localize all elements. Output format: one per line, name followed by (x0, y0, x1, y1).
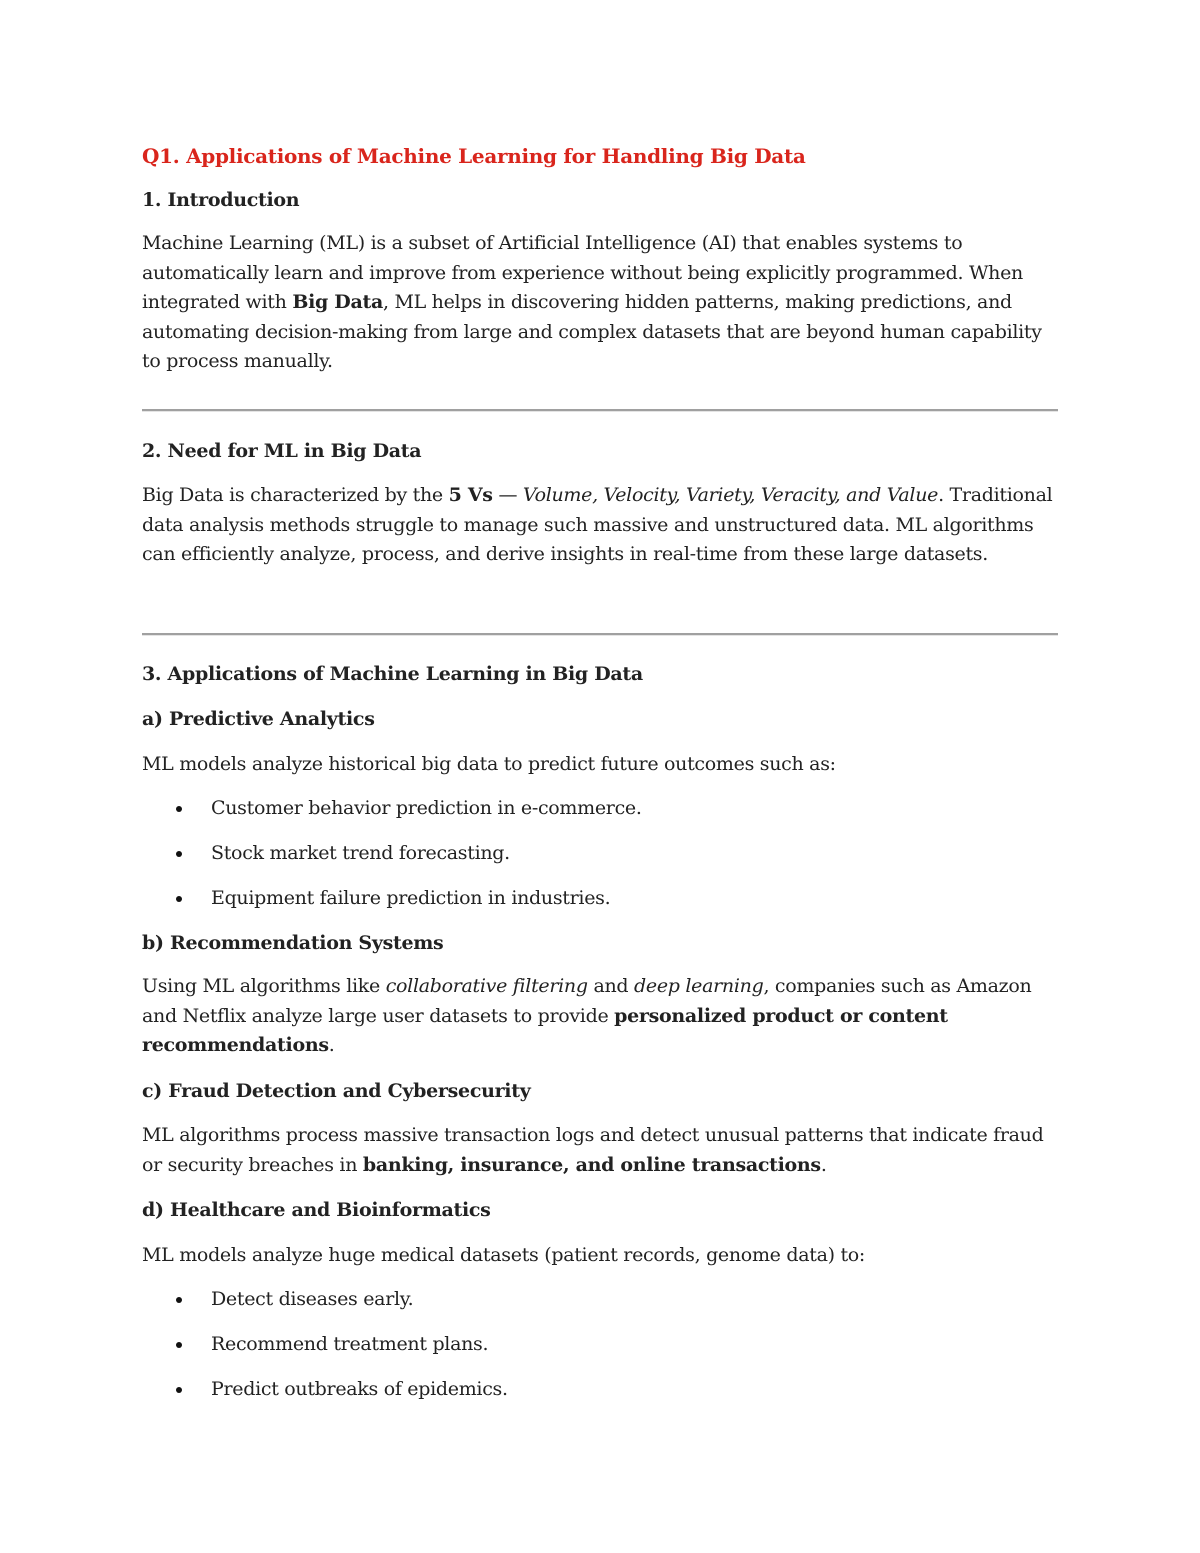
subheading-fraud-detection: c) Fraud Detection and Cybersecurity (142, 1080, 531, 1102)
subheading-recommendation-systems: b) Recommendation Systems (142, 932, 444, 954)
subheading-healthcare: d) Healthcare and Bioinformatics (142, 1199, 491, 1221)
fraud-paragraph (142, 1121, 1062, 1180)
need-text-3: . Traditional data analysis methods struggle to manage such massive and unstructured data. ML algorithms can efficiently analyze, process, and derive insights in real-time from these large datasets. (142, 484, 1053, 566)
intro-text-2: , ML helps in discovering hidden patterns, making predictions, and automating decision-making from large and complex datasets that are beyond human capability to process manually. (142, 291, 1042, 373)
list-item-text: Equipment failure prediction in industries. (211, 887, 611, 909)
list-item-text: Stock market trend forecasting. (211, 842, 510, 864)
need-text-2: — (492, 484, 523, 506)
bullet-icon (176, 896, 182, 902)
bullet-icon (176, 1387, 182, 1393)
bullet-icon (176, 1297, 182, 1303)
need-bold-5vs: 5 Vs (448, 484, 493, 506)
section-heading-need: 2. Need for ML in Big Data (142, 440, 422, 462)
rec-italic-2: deep learning (634, 975, 764, 997)
predictive-analytics-text: ML models analyze historical big data to predict future outcomes such as: (142, 753, 836, 775)
subheading-predictive-analytics: a) Predictive Analytics (142, 708, 375, 730)
introduction-paragraph (142, 229, 1062, 377)
list-item-text: Recommend treatment plans. (211, 1333, 489, 1355)
bullet-icon (176, 851, 182, 857)
intro-bold-big-data: Big Data (292, 291, 383, 314)
fraud-text-2: . (820, 1153, 827, 1176)
need-italic-vs-list: Volume, Velocity, Variety, Veracity, and Value (522, 484, 939, 506)
rec-italic-1: collaborative filtering (385, 975, 588, 997)
rec-text-1: Using ML algorithms like (142, 975, 386, 997)
list-item-text: Detect diseases early. (211, 1288, 414, 1310)
need-paragraph (142, 481, 1062, 570)
bullet-icon (176, 806, 182, 812)
fraud-bold: banking, insurance, and online transactions (362, 1153, 821, 1176)
list-item-text: Customer behavior prediction in e-commerce. (211, 797, 642, 819)
rec-text-4: . (328, 1034, 335, 1057)
fraud-text-1: ML algorithms process massive transaction logs and detect unusual patterns that indicate fraud or security breaches in (142, 1124, 1044, 1176)
list-item-text: Predict outbreaks of epidemics. (211, 1378, 508, 1400)
bullet-icon (176, 1342, 182, 1348)
healthcare-text: ML models analyze huge medical datasets (patient records, genome data) to: (142, 1244, 866, 1266)
horizontal-divider (142, 633, 1058, 636)
section-heading-introduction: 1. Introduction (142, 189, 300, 211)
document-title: Q1. Applications of Machine Learning for Handling Big Data (142, 144, 806, 168)
rec-text-2: and (587, 975, 635, 997)
rec-text-3: , companies such as Amazon and Netflix analyze large user datasets to provide (142, 975, 1032, 1027)
recommendation-paragraph (142, 972, 1062, 1061)
section-heading-applications: 3. Applications of Machine Learning in Big Data (142, 663, 643, 685)
intro-text-1: Machine Learning (ML) is a subset of Artificial Intelligence (AI) that enables systems to automatically learn and improve from experience without being explicitly programmed. When integrated with (142, 232, 1023, 314)
rec-bold: personalized product or content recommendations (142, 1004, 948, 1057)
horizontal-divider (142, 409, 1058, 412)
need-text-1: Big Data is characterized by the (142, 484, 449, 506)
